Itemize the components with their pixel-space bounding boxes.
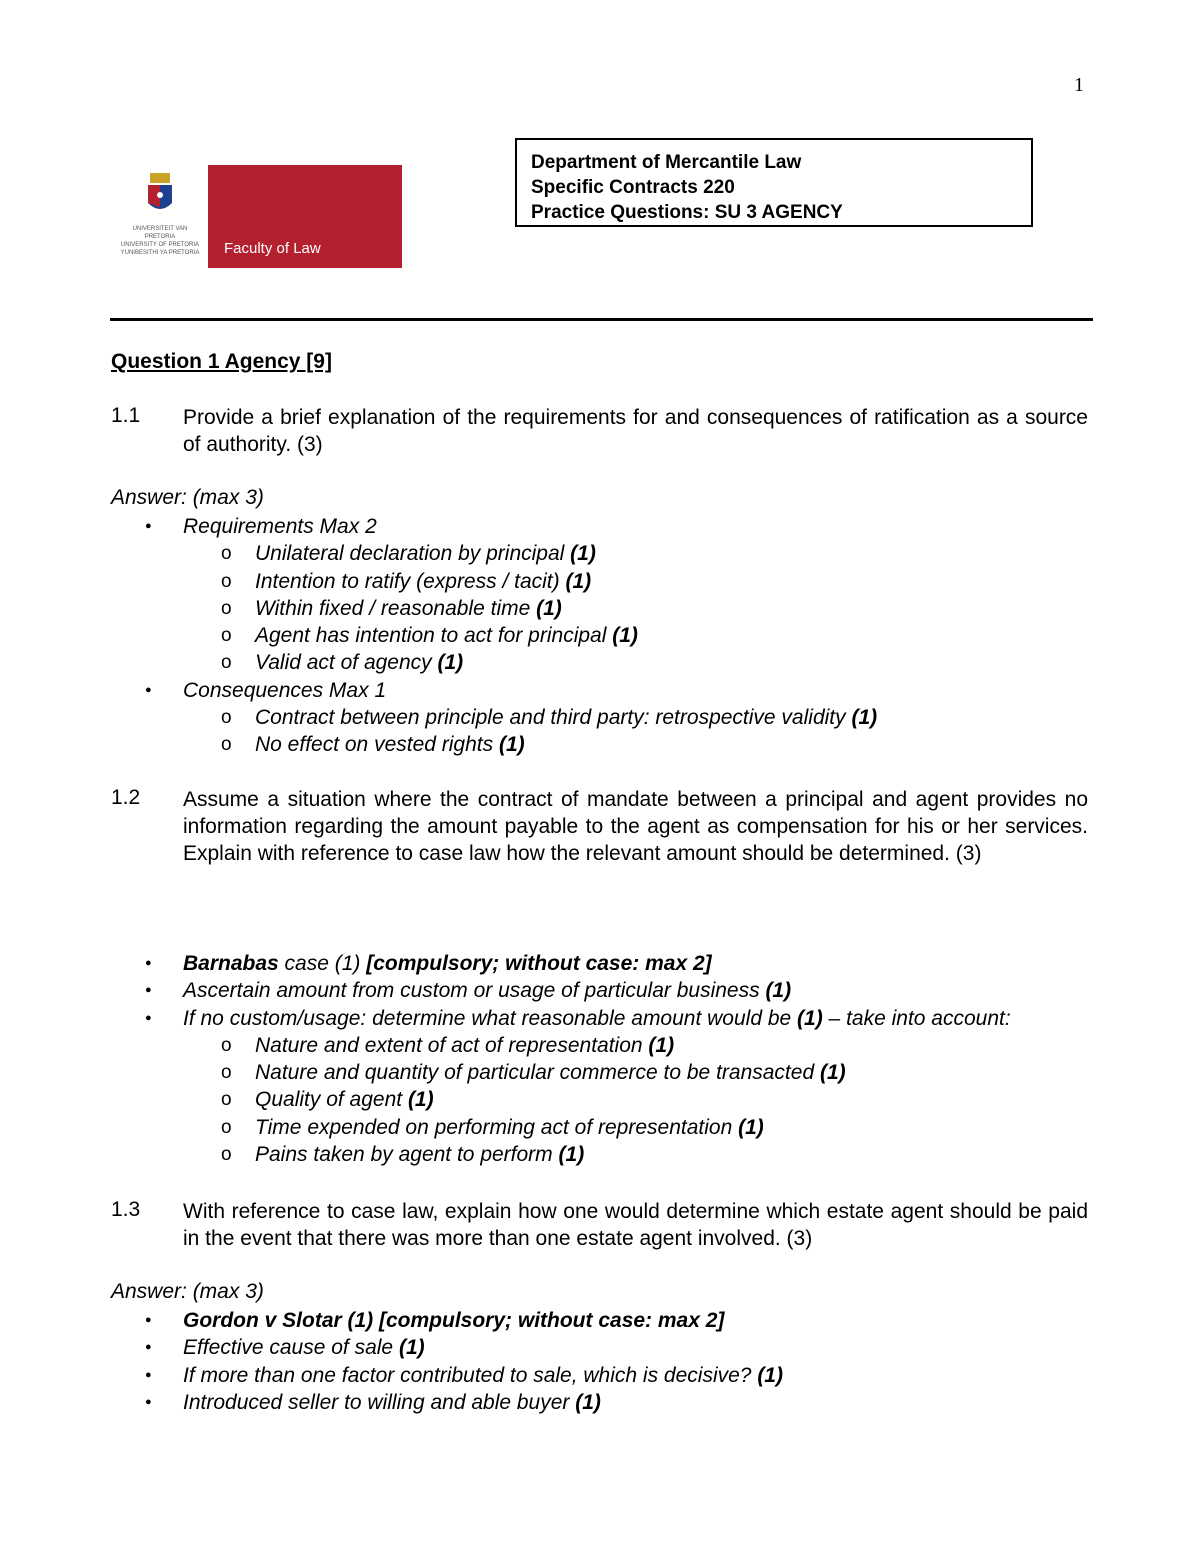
item-text: Ascertain amount from custom or usage of particular business [183,979,766,1003]
case-name: Gordon v Slotar (1) [compulsory; without case: max 2] [183,1309,725,1332]
mark-allocation: (1) [575,1390,601,1414]
mark-allocation: (1) [612,624,638,648]
item-text: If more than one factor contributed to sale, which is decisive? [183,1363,758,1387]
faculty-logo [120,165,402,268]
header-divider [110,318,1093,321]
university-line-sepedi: YUNIBESITHI YA PRETORIA [120,250,200,256]
mark-allocation: (1) [765,979,792,1003]
item-text: Requirements Max 2 [183,515,377,538]
sub-bullet-item [143,1059,1103,1086]
mark-allocation: (1) [738,1115,764,1139]
item-text: Effective cause of sale [183,1336,399,1360]
faculty-banner [208,165,402,268]
item-text: Within fixed / reasonable time [255,596,537,620]
mark-allocation: (1) [437,651,464,675]
mark-allocation: [compulsory; without case: max 2] [366,952,712,975]
mark-allocation: (1) [851,706,878,730]
item-text: Nature and extent of act of representation [255,1033,649,1057]
mark-allocation: (1) [570,542,596,566]
item-text: Nature and quantity of particular commerce to be transacted [255,1061,820,1085]
answer-label: Answer: (max 3) [111,486,264,509]
item-text: Pains taken by agent to perform [255,1143,559,1167]
sub-bullet-item [143,1032,1103,1059]
sub-bullet-item [143,1141,1103,1168]
faculty-label: Faculty of Law [224,240,321,257]
bullet-item [143,1362,1103,1389]
mark-allocation: (1) [407,1088,434,1112]
course-header-box [515,138,1033,227]
university-name [120,225,200,257]
mark-allocation: (1) [565,569,592,593]
question-text: Assume a situation where the contract of mandate between a principal and agent provides no information regarding the amount payable to the agent as compensation for his or her services. Explain with reference to case law how the relevant amount should be determined. (3) [183,788,1088,865]
bullet-item [143,950,1103,977]
sub-bullet-item [143,731,1103,758]
sub-bullet-item [143,704,1103,731]
answer-label: Answer: (max 3) [111,1280,264,1303]
bullet-item [143,1307,1103,1334]
bullet-item [143,513,1103,540]
mark-allocation: (1) [648,1033,675,1057]
bullet-item [143,1005,1103,1032]
mark-allocation: (1) [536,596,562,620]
item-text: If no custom/usage: determine what reasonable amount would be [183,1006,798,1030]
page-number: 1 [1074,74,1084,96]
question-text: Provide a brief explanation of the requirements for and consequences of ratification as a source of authority. (3) [183,406,1088,456]
sub-bullet-item [143,568,1103,595]
item-text: Valid act of agency [255,651,438,675]
bullet-item [143,1334,1103,1361]
question-text: With reference to case law, explain how one would determine which estate agent should be paid in the event that there was more than one estate agent involved. (3) [183,1200,1088,1250]
university-line-english: UNIVERSITY OF PRETORIA [120,242,200,248]
sub-bullet-item [143,540,1103,567]
question-number: 1.3 [111,1198,141,1221]
question-number: 1.2 [111,786,141,809]
mark-allocation: (1) [819,1061,846,1085]
question-title: Question 1 Agency [9] [111,350,332,373]
item-text: case (1) [278,952,367,975]
answer-list [143,513,1103,759]
item-text: Quality of agent [255,1088,408,1112]
item-text: Contract between principle and third party: retrospective validity [255,706,852,730]
item-text-tail: – take into account: [822,1006,1011,1030]
mark-allocation: (1) [797,1006,823,1030]
item-text: No effect on vested rights [255,733,499,757]
bullet-item [143,977,1103,1004]
mark-allocation: (1) [558,1143,585,1167]
item-text: Intention to ratify (express / tacit) [255,569,566,593]
course-line: Specific Contracts 220 [531,177,735,198]
item-text: Time expended on performing act of representation [255,1115,739,1139]
department-line: Department of Mercantile Law [531,152,802,173]
case-name: Barnabas [183,952,279,975]
item-text: Unilateral declaration by principal [255,542,571,566]
item-text: Consequences Max 1 [183,678,387,702]
sub-bullet-item [143,649,1103,676]
sub-bullet-item [143,1114,1103,1141]
university-line-afrikaans: UNIVERSITEIT VAN PRETORIA [132,226,188,240]
practice-line: Practice Questions: SU 3 AGENCY [531,202,843,223]
mark-allocation: (1) [498,733,525,757]
mark-allocation: (1) [757,1363,783,1387]
sub-bullet-item [143,595,1103,622]
mark-allocation: (1) [398,1336,425,1360]
item-text: Introduced seller to willing and able buyer [183,1390,576,1414]
item-text: Agent has intention to act for principal [255,624,613,648]
bullet-item [143,677,1103,704]
sub-bullet-item [143,622,1103,649]
sub-bullet-item [143,1086,1103,1113]
bullet-item [143,1389,1103,1416]
answer-list [143,950,1103,1168]
answer-list [143,1307,1103,1416]
question-number: 1.1 [111,404,141,427]
